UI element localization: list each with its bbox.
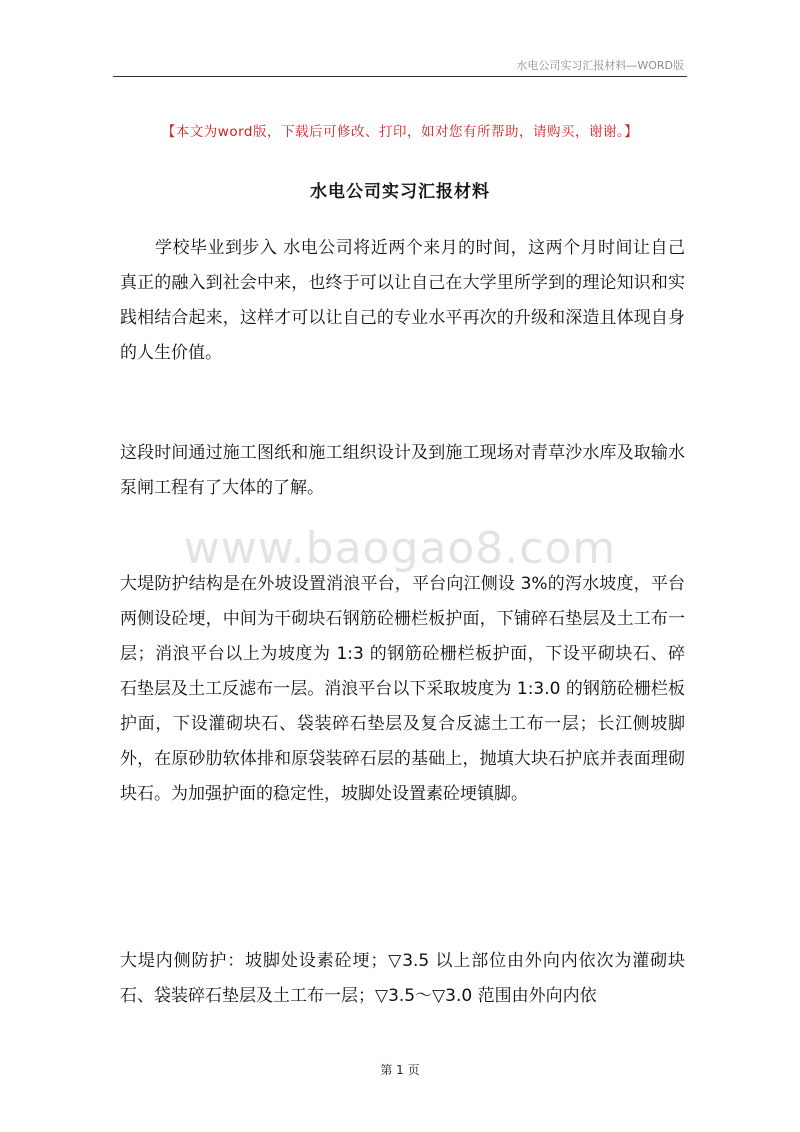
download-notice: 【本文为word版，下载后可修改、打印，如对您有所帮助，请购买，谢谢。】 xyxy=(161,124,639,140)
paragraph-outer-protection: 大堤防护结构是在外坡设置消浪平台，平台向江侧设 3%的泻水坡度，平台两侧设砼埂，中间为干砌块石钢筋砼栅栏板护面，下铺碎石垫层及土工布一层；消浪平台以上为坡度为 1:3 的钢筋砼栅栏板护面，下设平砌块石、碎石垫层及土工反滤布一层。消浪平台以下采取坡度为 1:3.0 的钢筋砼栅栏板护面，下设灌砌块石、袋装碎石垫层及复合反滤土工布一层；长江侧坡脚外，在原砂肋软体排和原袋装碎石层的基础上，抛填大块石护底并表面理砌块石。为加强护面的稳定性，坡脚处设置素砼埂镇脚。 xyxy=(120,574,685,804)
page-number: 第 1 页 xyxy=(380,1063,420,1077)
paragraph-overview: 这段时间通过施工图纸和施工组织设计及到施工现场对青草沙水库及取输水泵闸工程有了大体的了解。 xyxy=(120,443,685,498)
document-title: 水电公司实习汇报材料 xyxy=(310,182,490,202)
running-header: 水电公司实习汇报材料—WORD版 xyxy=(516,59,684,72)
header-divider xyxy=(113,76,687,77)
paragraph-intro: 学校毕业到步入 水电公司将近两个来月的时间，这两个月时间让自己真正的融入到社会中来，也终于可以让自己在大学里所学到的理论知识和实践相结合起来，这样才可以让自己的专业水平再次的升级和深造且体现自身的人生价值。 xyxy=(120,238,685,363)
paragraph-inner-protection: 大堤内侧防护：坡脚处设素砼埂；▽3.5 以上部位由外向内依次为灌砌块石、袋装碎石垫层及土工布一层；▽3.5～▽3.0 范围由外向内依 xyxy=(120,951,685,1006)
watermark-text: www.baogao8.com xyxy=(183,523,617,574)
